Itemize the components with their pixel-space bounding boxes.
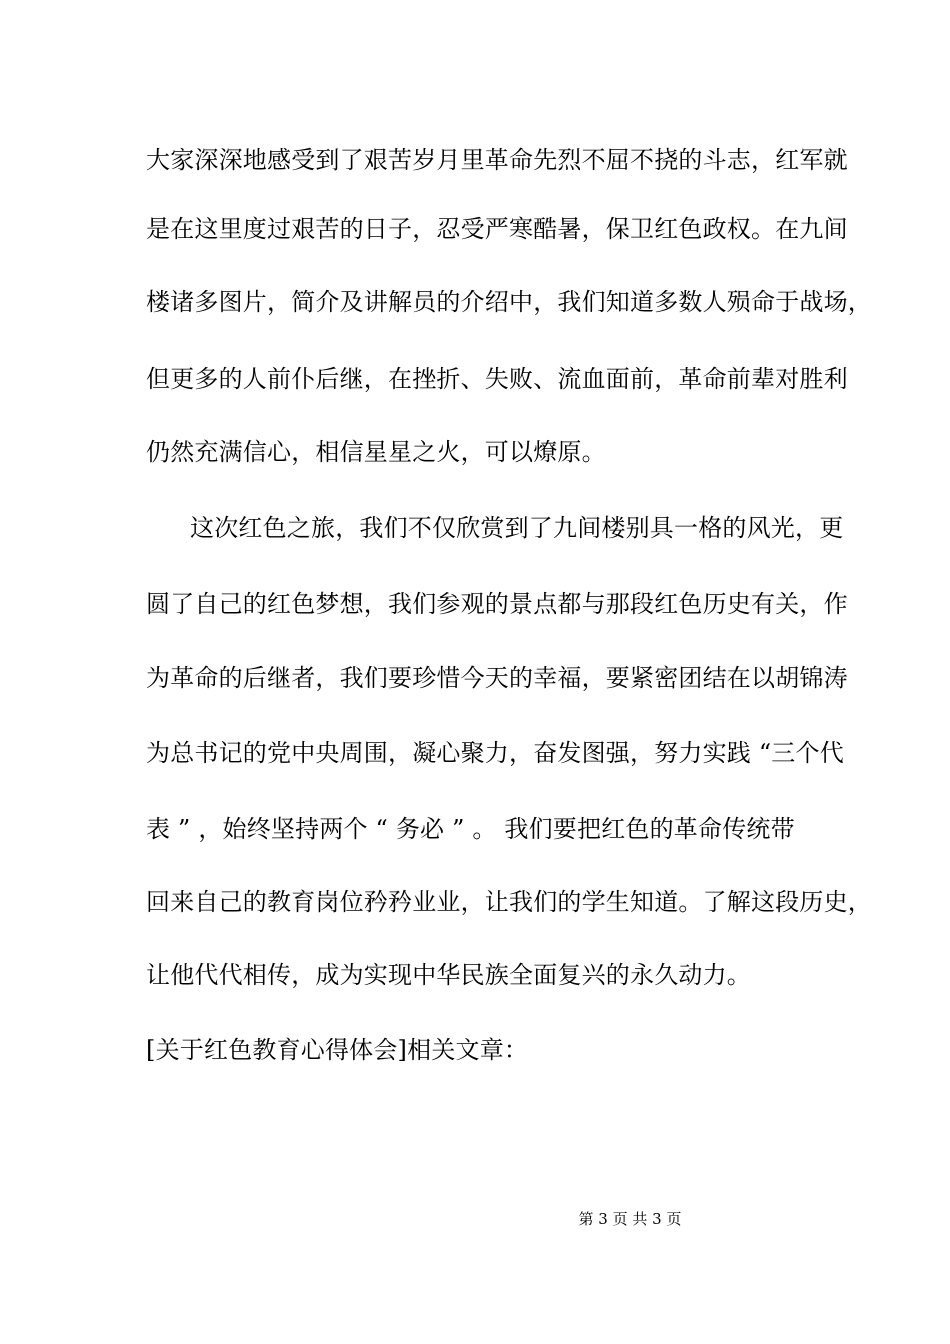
body-line: 为总书记的党中央周围，凝心聚力，奋发图强，努力实践 “三个代: [146, 739, 844, 767]
body-line: 圆了自己的红色梦想，我们参观的景点都与那段红色历史有关，作: [146, 590, 848, 618]
body-line: 为革命的后继者，我们要珍惜今天的幸福，要紧密团结在以胡锦涛: [146, 664, 848, 692]
page-footer: [0, 1209, 950, 1229]
paragraph-first-line: 这次红色之旅，我们不仅欣赏到了九间楼别具一格的风光，更: [190, 514, 844, 542]
related-articles-heading: [关于红色教育心得体会]相关文章：: [146, 1036, 529, 1064]
body-line: 大家深深地感受到了艰苦岁月里革命先烈不屈不挠的斗志，红军就: [146, 146, 848, 174]
body-line: 仍然充满信心，相信星星之火，可以燎原。: [146, 438, 606, 466]
body-line: 楼诸多图片，简介及讲解员的介绍中，我们知道多数人殒命于战场，: [146, 288, 872, 316]
body-line: 回来自己的教育岗位矜矜业业，让我们的学生知道。了解这段历史，: [146, 888, 872, 916]
body-line: 让他代代相传，成为实现中华民族全面复兴的永久动力。: [146, 961, 751, 989]
body-line: 是在这里度过艰苦的日子，忍受严寒酷暑，保卫红色政权。在九间: [146, 215, 848, 243]
page-number: 第 3 页 共 3 页: [578, 1210, 682, 1228]
body-line: 表 ” ，始终坚持两个 “ 务必 ” 。 我们要把红色的革命传统带: [146, 815, 795, 843]
body-line: 但更多的人前仆后继，在挫折、失败、流血面前，革命前辈对胜利: [146, 365, 848, 393]
